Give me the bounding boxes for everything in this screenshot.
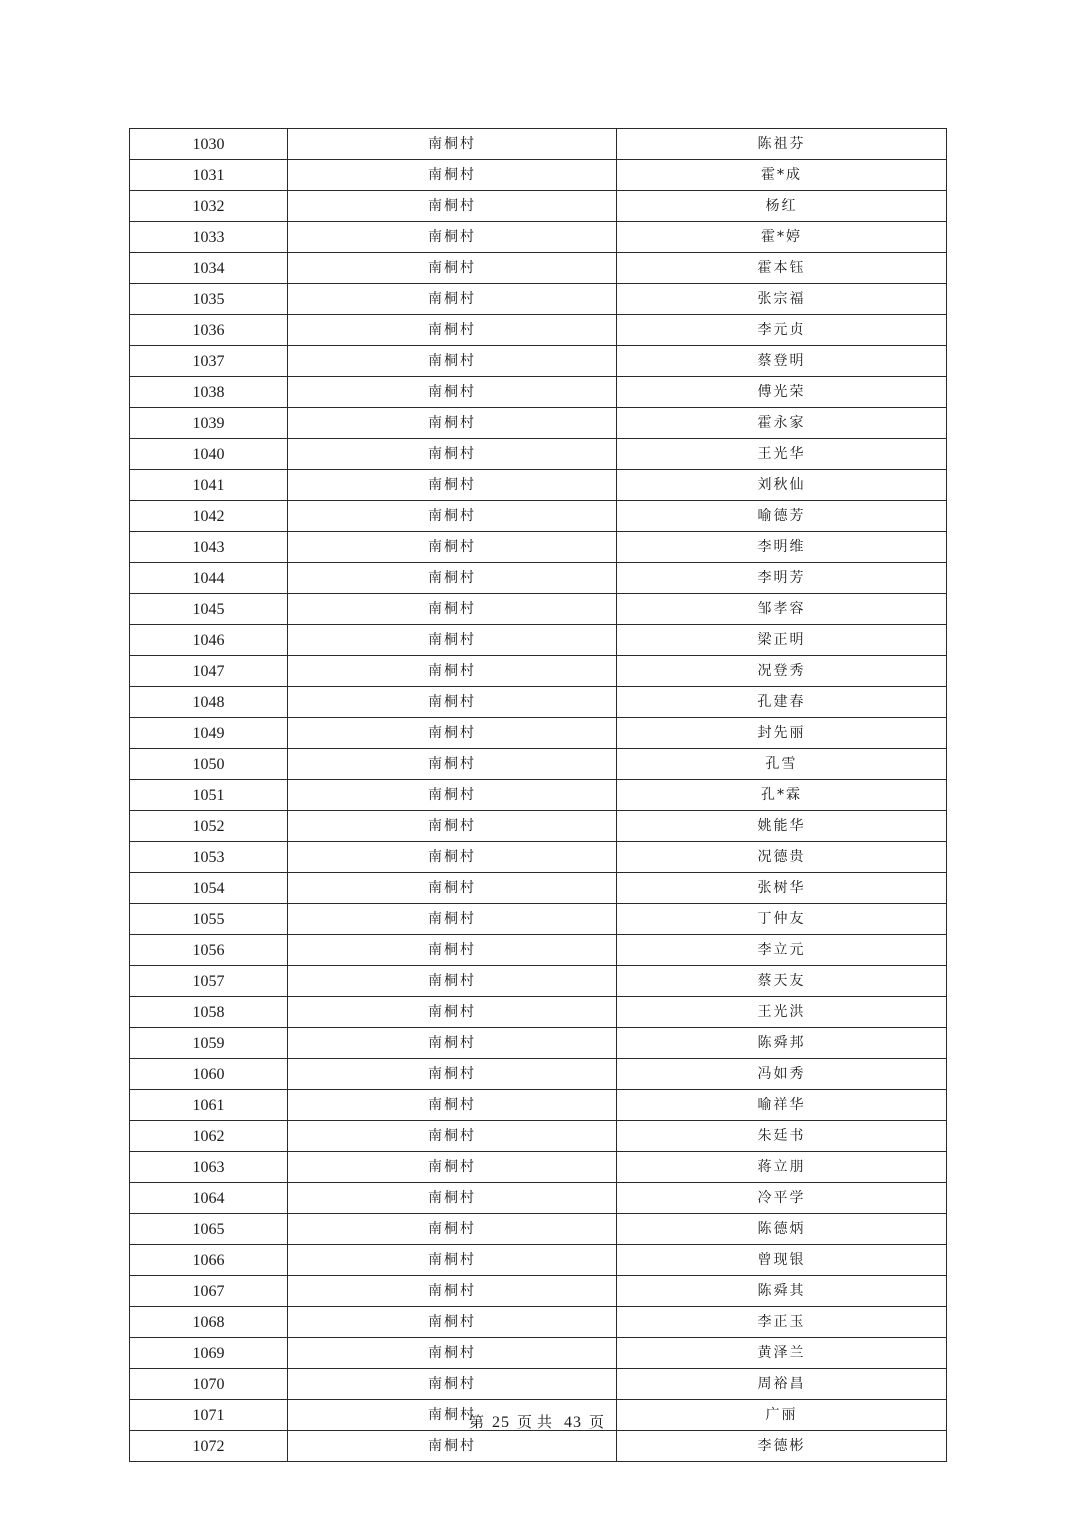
person-name-cell: 霍*婷 xyxy=(617,222,947,253)
table-row xyxy=(130,1245,947,1276)
table-row xyxy=(130,873,947,904)
village-cell: 南桐村 xyxy=(288,253,617,284)
village-cell: 南桐村 xyxy=(288,1028,617,1059)
village-cell: 南桐村 xyxy=(288,532,617,563)
person-name-cell: 傅光荣 xyxy=(617,377,947,408)
person-name-cell: 姚能华 xyxy=(617,811,947,842)
table-row xyxy=(130,439,947,470)
person-name-cell: 封先丽 xyxy=(617,718,947,749)
table-row xyxy=(130,501,947,532)
table-row xyxy=(130,1152,947,1183)
footer-total-word: 共 xyxy=(537,1413,554,1431)
footer-current-page: 25 xyxy=(491,1414,510,1431)
row-number-cell: 1058 xyxy=(130,997,288,1028)
table-row xyxy=(130,346,947,377)
village-cell: 南桐村 xyxy=(288,1338,617,1369)
table-row xyxy=(130,935,947,966)
person-name-cell: 王光华 xyxy=(617,439,947,470)
table-row xyxy=(130,811,947,842)
footer-prefix: 第 xyxy=(468,1413,485,1431)
village-cell: 南桐村 xyxy=(288,656,617,687)
row-number-cell: 1067 xyxy=(130,1276,288,1307)
person-name-cell: 丁仲友 xyxy=(617,904,947,935)
roster-table xyxy=(129,128,947,1462)
row-number-cell: 1071 xyxy=(130,1400,288,1431)
person-name-cell: 张宗福 xyxy=(617,284,947,315)
row-number-cell: 1056 xyxy=(130,935,288,966)
row-number-cell: 1070 xyxy=(130,1369,288,1400)
row-number-cell: 1038 xyxy=(130,377,288,408)
table-row xyxy=(130,563,947,594)
person-name-cell: 蒋立朋 xyxy=(617,1152,947,1183)
table-row xyxy=(130,315,947,346)
table-row xyxy=(130,1090,947,1121)
person-name-cell: 周裕昌 xyxy=(617,1369,947,1400)
person-name-cell: 邹孝容 xyxy=(617,594,947,625)
village-cell: 南桐村 xyxy=(288,842,617,873)
person-name-cell: 朱廷书 xyxy=(617,1121,947,1152)
table-row xyxy=(130,1059,947,1090)
village-cell: 南桐村 xyxy=(288,563,617,594)
table-row xyxy=(130,470,947,501)
row-number-cell: 1062 xyxy=(130,1121,288,1152)
table-row xyxy=(130,966,947,997)
row-number-cell: 1040 xyxy=(130,439,288,470)
person-name-cell: 李元贞 xyxy=(617,315,947,346)
person-name-cell: 霍永家 xyxy=(617,408,947,439)
row-number-cell: 1031 xyxy=(130,160,288,191)
person-name-cell: 李立元 xyxy=(617,935,947,966)
person-name-cell: 陈舜其 xyxy=(617,1276,947,1307)
table-row xyxy=(130,1307,947,1338)
village-cell: 南桐村 xyxy=(288,1214,617,1245)
village-cell: 南桐村 xyxy=(288,780,617,811)
village-cell: 南桐村 xyxy=(288,1121,617,1152)
table-row xyxy=(130,842,947,873)
table-row xyxy=(130,687,947,718)
person-name-cell: 李明芳 xyxy=(617,563,947,594)
page-footer xyxy=(0,1411,1074,1432)
table-row xyxy=(130,377,947,408)
table-row xyxy=(130,532,947,563)
table-row xyxy=(130,1183,947,1214)
person-name-cell: 陈舜邦 xyxy=(617,1028,947,1059)
table-row xyxy=(130,284,947,315)
table-row xyxy=(130,1338,947,1369)
village-cell: 南桐村 xyxy=(288,594,617,625)
table-row xyxy=(130,253,947,284)
village-cell: 南桐村 xyxy=(288,997,617,1028)
person-name-cell: 李正玉 xyxy=(617,1307,947,1338)
row-number-cell: 1064 xyxy=(130,1183,288,1214)
footer-suffix: 页 xyxy=(589,1413,606,1431)
village-cell: 南桐村 xyxy=(288,904,617,935)
row-number-cell: 1057 xyxy=(130,966,288,997)
row-number-cell: 1068 xyxy=(130,1307,288,1338)
table-row xyxy=(130,1121,947,1152)
village-cell: 南桐村 xyxy=(288,1431,617,1462)
village-cell: 南桐村 xyxy=(288,1245,617,1276)
table-row xyxy=(130,408,947,439)
footer-total-pages: 43 xyxy=(564,1414,583,1431)
row-number-cell: 1069 xyxy=(130,1338,288,1369)
village-cell: 南桐村 xyxy=(288,718,617,749)
row-number-cell: 1041 xyxy=(130,470,288,501)
table-row xyxy=(130,904,947,935)
row-number-cell: 1051 xyxy=(130,780,288,811)
village-cell: 南桐村 xyxy=(288,1400,617,1431)
row-number-cell: 1045 xyxy=(130,594,288,625)
person-name-cell: 喻德芳 xyxy=(617,501,947,532)
village-cell: 南桐村 xyxy=(288,625,617,656)
village-cell: 南桐村 xyxy=(288,1369,617,1400)
village-cell: 南桐村 xyxy=(288,284,617,315)
village-cell: 南桐村 xyxy=(288,1059,617,1090)
village-cell: 南桐村 xyxy=(288,470,617,501)
village-cell: 南桐村 xyxy=(288,315,617,346)
table-row xyxy=(130,997,947,1028)
person-name-cell: 喻祥华 xyxy=(617,1090,947,1121)
person-name-cell: 刘秋仙 xyxy=(617,470,947,501)
person-name-cell: 孔雪 xyxy=(617,749,947,780)
row-number-cell: 1061 xyxy=(130,1090,288,1121)
village-cell: 南桐村 xyxy=(288,873,617,904)
village-cell: 南桐村 xyxy=(288,222,617,253)
row-number-cell: 1039 xyxy=(130,408,288,439)
person-name-cell: 蔡登明 xyxy=(617,346,947,377)
village-cell: 南桐村 xyxy=(288,439,617,470)
table-row xyxy=(130,191,947,222)
person-name-cell: 陈德炳 xyxy=(617,1214,947,1245)
village-cell: 南桐村 xyxy=(288,811,617,842)
person-name-cell: 李明维 xyxy=(617,532,947,563)
table-row xyxy=(130,656,947,687)
person-name-cell: 王光洪 xyxy=(617,997,947,1028)
person-name-cell: 况登秀 xyxy=(617,656,947,687)
row-number-cell: 1072 xyxy=(130,1431,288,1462)
person-name-cell: 黄泽兰 xyxy=(617,1338,947,1369)
row-number-cell: 1065 xyxy=(130,1214,288,1245)
village-cell: 南桐村 xyxy=(288,377,617,408)
village-cell: 南桐村 xyxy=(288,687,617,718)
row-number-cell: 1037 xyxy=(130,346,288,377)
roster-table-body xyxy=(130,129,947,1462)
village-cell: 南桐村 xyxy=(288,935,617,966)
row-number-cell: 1036 xyxy=(130,315,288,346)
person-name-cell: 张树华 xyxy=(617,873,947,904)
row-number-cell: 1046 xyxy=(130,625,288,656)
row-number-cell: 1034 xyxy=(130,253,288,284)
person-name-cell: 霍本钰 xyxy=(617,253,947,284)
person-name-cell: 曾现银 xyxy=(617,1245,947,1276)
row-number-cell: 1066 xyxy=(130,1245,288,1276)
person-name-cell: 杨红 xyxy=(617,191,947,222)
village-cell: 南桐村 xyxy=(288,1090,617,1121)
row-number-cell: 1060 xyxy=(130,1059,288,1090)
table-row xyxy=(130,160,947,191)
row-number-cell: 1043 xyxy=(130,532,288,563)
village-cell: 南桐村 xyxy=(288,191,617,222)
row-number-cell: 1054 xyxy=(130,873,288,904)
table-row xyxy=(130,222,947,253)
person-name-cell: 孔*霖 xyxy=(617,780,947,811)
row-number-cell: 1042 xyxy=(130,501,288,532)
table-row xyxy=(130,625,947,656)
person-name-cell: 孔建春 xyxy=(617,687,947,718)
row-number-cell: 1050 xyxy=(130,749,288,780)
village-cell: 南桐村 xyxy=(288,1152,617,1183)
table-row xyxy=(130,1276,947,1307)
village-cell: 南桐村 xyxy=(288,160,617,191)
row-number-cell: 1035 xyxy=(130,284,288,315)
village-cell: 南桐村 xyxy=(288,129,617,160)
village-cell: 南桐村 xyxy=(288,1183,617,1214)
person-name-cell: 霍*成 xyxy=(617,160,947,191)
row-number-cell: 1032 xyxy=(130,191,288,222)
village-cell: 南桐村 xyxy=(288,501,617,532)
village-cell: 南桐村 xyxy=(288,966,617,997)
footer-page-word: 页 xyxy=(516,1413,533,1431)
table-row xyxy=(130,1028,947,1059)
row-number-cell: 1053 xyxy=(130,842,288,873)
person-name-cell: 况德贵 xyxy=(617,842,947,873)
row-number-cell: 1030 xyxy=(130,129,288,160)
row-number-cell: 1063 xyxy=(130,1152,288,1183)
person-name-cell: 冷平学 xyxy=(617,1183,947,1214)
person-name-cell: 广丽 xyxy=(617,1400,947,1431)
table-row xyxy=(130,749,947,780)
table-row xyxy=(130,718,947,749)
row-number-cell: 1049 xyxy=(130,718,288,749)
table-row xyxy=(130,129,947,160)
table-row xyxy=(130,780,947,811)
person-name-cell: 蔡天友 xyxy=(617,966,947,997)
table-row xyxy=(130,1431,947,1462)
village-cell: 南桐村 xyxy=(288,749,617,780)
village-cell: 南桐村 xyxy=(288,408,617,439)
village-cell: 南桐村 xyxy=(288,1307,617,1338)
row-number-cell: 1055 xyxy=(130,904,288,935)
person-name-cell: 李德彬 xyxy=(617,1431,947,1462)
village-cell: 南桐村 xyxy=(288,1276,617,1307)
row-number-cell: 1033 xyxy=(130,222,288,253)
row-number-cell: 1048 xyxy=(130,687,288,718)
row-number-cell: 1059 xyxy=(130,1028,288,1059)
row-number-cell: 1044 xyxy=(130,563,288,594)
village-cell: 南桐村 xyxy=(288,346,617,377)
table-row xyxy=(130,1214,947,1245)
row-number-cell: 1047 xyxy=(130,656,288,687)
table-row xyxy=(130,1369,947,1400)
row-number-cell: 1052 xyxy=(130,811,288,842)
person-name-cell: 陈祖芬 xyxy=(617,129,947,160)
table-row xyxy=(130,594,947,625)
person-name-cell: 冯如秀 xyxy=(617,1059,947,1090)
person-name-cell: 梁正明 xyxy=(617,625,947,656)
